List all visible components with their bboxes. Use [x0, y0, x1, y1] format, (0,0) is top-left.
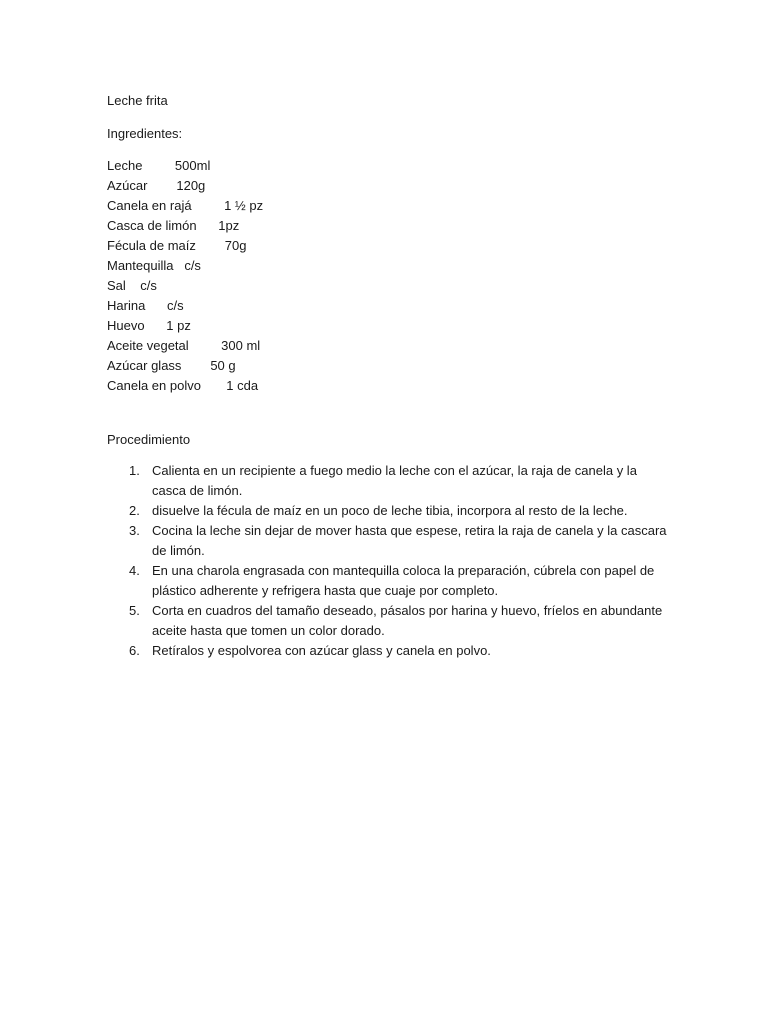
step-number: 6. — [129, 643, 140, 658]
ingredient-item: Huevo 1 pz — [107, 318, 191, 333]
ingredient-item: Leche 500ml — [107, 158, 211, 173]
step-text: En una charola engrasada con mantequilla coloca la preparación, cúbrela con papel de plástico adherente y refrigera hasta que cuaje por completo. — [152, 563, 655, 598]
ingredient-item: Harina c/s — [107, 298, 184, 313]
ingredients-list — [107, 156, 263, 396]
ingredient-item: Sal c/s — [107, 278, 157, 293]
ingredient-item: Aceite vegetal 300 ml — [107, 338, 261, 353]
step-number: 2. — [129, 503, 140, 518]
step-text: Cocina la leche sin dejar de mover hasta que espese, retira la raja de canela y la cascara de limón. — [152, 523, 667, 558]
ingredient-item: Mantequilla c/s — [107, 258, 201, 273]
procedure-step — [107, 641, 667, 661]
procedure-step — [107, 521, 667, 561]
procedure-step — [107, 461, 667, 501]
procedure-step — [107, 501, 667, 521]
ingredients-heading: Ingredientes: — [107, 126, 183, 141]
ingredient-item: Casca de limón 1pz — [107, 218, 240, 233]
ingredient-item: Canela en polvo 1 cda — [107, 378, 259, 393]
procedure-step — [107, 601, 667, 641]
ingredient-item: Fécula de maíz 70g — [107, 238, 247, 253]
step-text: Corta en cuadros del tamaño deseado, pásalos por harina y huevo, fríelos en abundante aceite hasta que tomen un color dorado. — [152, 603, 663, 638]
step-number: 1. — [129, 463, 140, 478]
procedure-steps — [107, 461, 667, 661]
step-number: 5. — [129, 603, 140, 618]
procedure-step — [107, 561, 667, 601]
step-number: 4. — [129, 563, 140, 578]
step-number: 3. — [129, 523, 140, 538]
procedure-heading: Procedimiento — [107, 432, 191, 447]
ingredient-item: Azúcar 120g — [107, 178, 206, 193]
ingredient-item: Azúcar glass 50 g — [107, 358, 236, 373]
ingredient-item: Canela en rajá 1 ½ pz — [107, 198, 264, 213]
recipe-title: Leche frita — [107, 93, 168, 108]
step-text: Calienta en un recipiente a fuego medio la leche con el azúcar, la raja de canela y la casca de limón. — [152, 463, 637, 498]
step-text: Retíralos y espolvorea con azúcar glass y canela en polvo. — [152, 643, 491, 658]
step-text: disuelve la fécula de maíz en un poco de leche tibia, incorpora al resto de la leche. — [152, 503, 628, 518]
